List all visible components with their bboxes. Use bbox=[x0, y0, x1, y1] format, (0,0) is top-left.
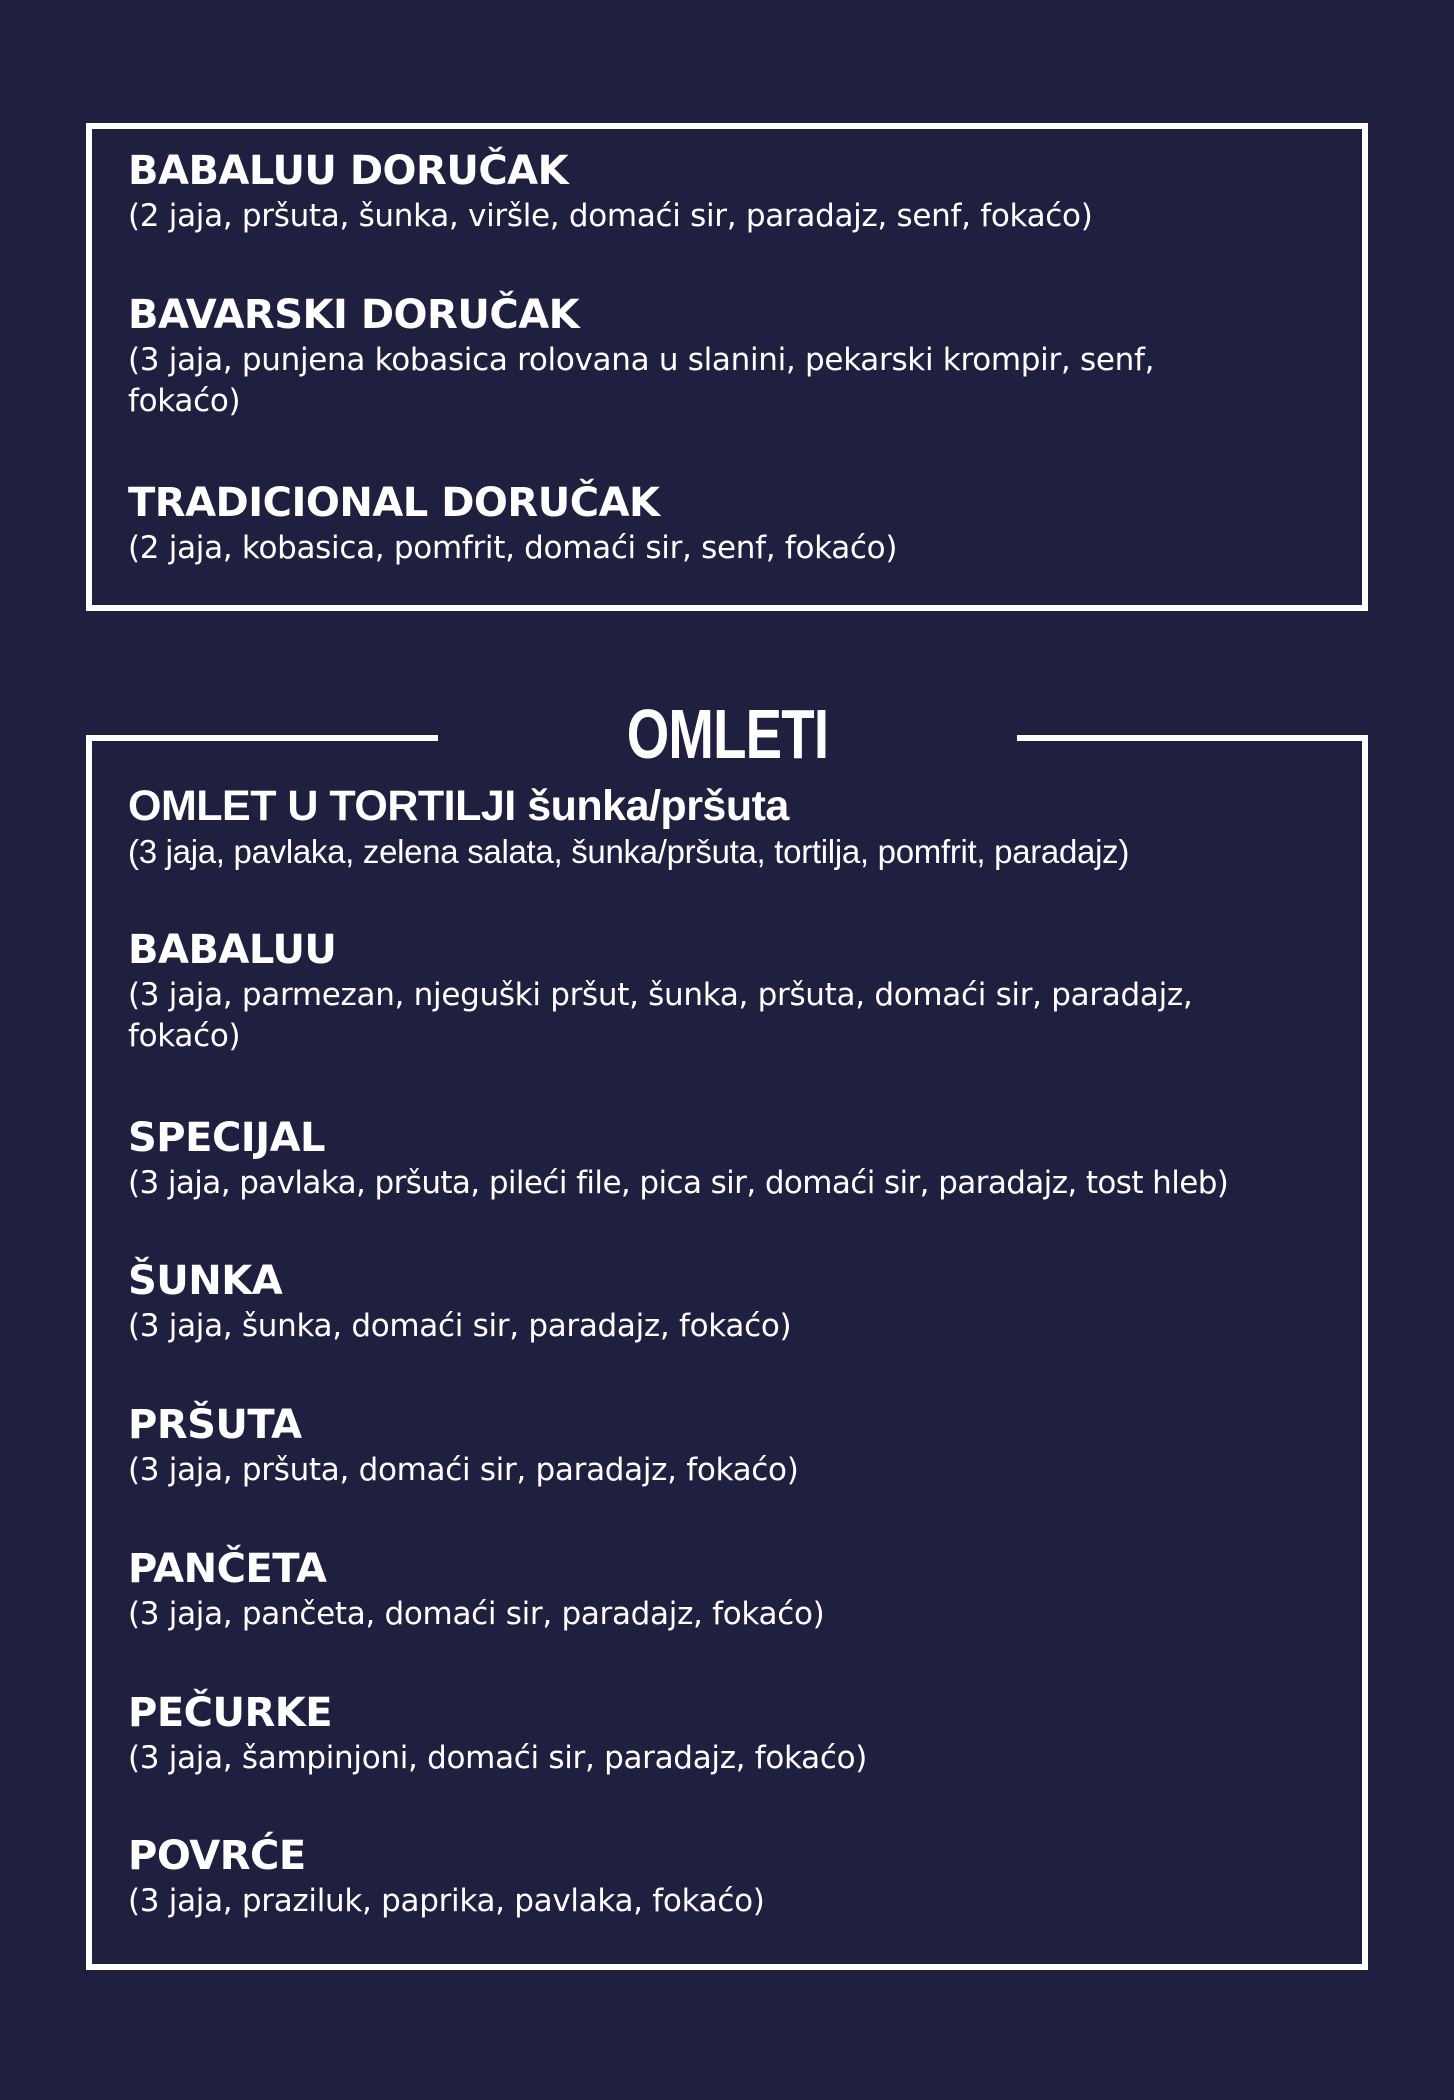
menu-item-description: (3 jaja, šunka, domaći sir, paradajz, fokaćo) bbox=[128, 1308, 792, 1344]
menu-item-babaluu-breakfast bbox=[128, 146, 1328, 237]
menu-item-ham-omelet bbox=[128, 1256, 1328, 1347]
menu-item-description: (3 jaja, pršuta, domaći sir, paradajz, fokaćo) bbox=[128, 1452, 799, 1488]
menu-item-babaluu-omelet bbox=[128, 925, 1288, 1057]
menu-item-name: SPECIJAL bbox=[128, 1115, 326, 1161]
menu-item-name: ŠUNKA bbox=[128, 1258, 283, 1304]
menu-item-vegetable-omelet bbox=[128, 1831, 1328, 1922]
menu-item-pancetta-omelet bbox=[128, 1544, 1328, 1635]
menu-item-description: (3 jaja, pavlaka, pršuta, pileći file, pica sir, domaći sir, paradajz, tost hleb) bbox=[128, 1165, 1229, 1201]
menu-item-description: (3 jaja, parmezan, njeguški pršut, šunka, pršuta, domaći sir, paradajz, fokaćo) bbox=[128, 977, 1193, 1054]
menu-item-bavarian-breakfast bbox=[128, 290, 1228, 422]
frame-top-line-left bbox=[86, 735, 438, 741]
menu-item-description: (3 jaja, pančeta, domaći sir, paradajz, fokaćo) bbox=[128, 1596, 825, 1632]
menu-item-name: TRADICIONAL DORUČAK bbox=[128, 480, 660, 526]
menu-item-description: (3 jaja, šampinjoni, domaći sir, paradajz, fokaćo) bbox=[128, 1740, 868, 1776]
menu-item-name: OMLET U TORTILJI šunka/pršuta bbox=[128, 782, 789, 830]
menu-item-description: (2 jaja, kobasica, pomfrit, domaći sir, senf, fokaćo) bbox=[128, 530, 898, 566]
menu-item-special-omelet bbox=[128, 1113, 1328, 1204]
menu-item-description: (3 jaja, pavlaka, zelena salata, šunka/pršuta, tortilja, pomfrit, paradajz) bbox=[128, 833, 1130, 870]
menu-item-name: PRŠUTA bbox=[128, 1402, 302, 1448]
menu-item-name: BABALUU DORUČAK bbox=[128, 148, 569, 194]
menu-item-tortilla-omelet bbox=[128, 781, 1328, 872]
menu-item-name: PEČURKE bbox=[128, 1690, 333, 1736]
menu-item-traditional-breakfast bbox=[128, 478, 1328, 569]
menu-item-name: BAVARSKI DORUČAK bbox=[128, 292, 580, 338]
menu-item-name: BABALUU bbox=[128, 927, 337, 973]
omelets-frame bbox=[86, 735, 1368, 1970]
section-title-omelets: OMLETI bbox=[626, 695, 829, 773]
menu-item-prosciutto-omelet bbox=[128, 1400, 1328, 1491]
frame-top-line-right bbox=[1017, 735, 1368, 741]
menu-item-description: (2 jaja, pršuta, šunka, viršle, domaći sir, paradajz, senf, fokaćo) bbox=[128, 198, 1093, 234]
menu-item-mushroom-omelet bbox=[128, 1688, 1328, 1779]
menu-item-description: (3 jaja, punjena kobasica rolovana u slanini, pekarski krompir, senf, fokaćo) bbox=[128, 342, 1155, 419]
menu-item-name: PANČETA bbox=[128, 1546, 327, 1592]
menu-item-name: POVRĆE bbox=[128, 1833, 306, 1879]
menu-item-description: (3 jaja, praziluk, paprika, pavlaka, fokaćo) bbox=[128, 1883, 765, 1919]
